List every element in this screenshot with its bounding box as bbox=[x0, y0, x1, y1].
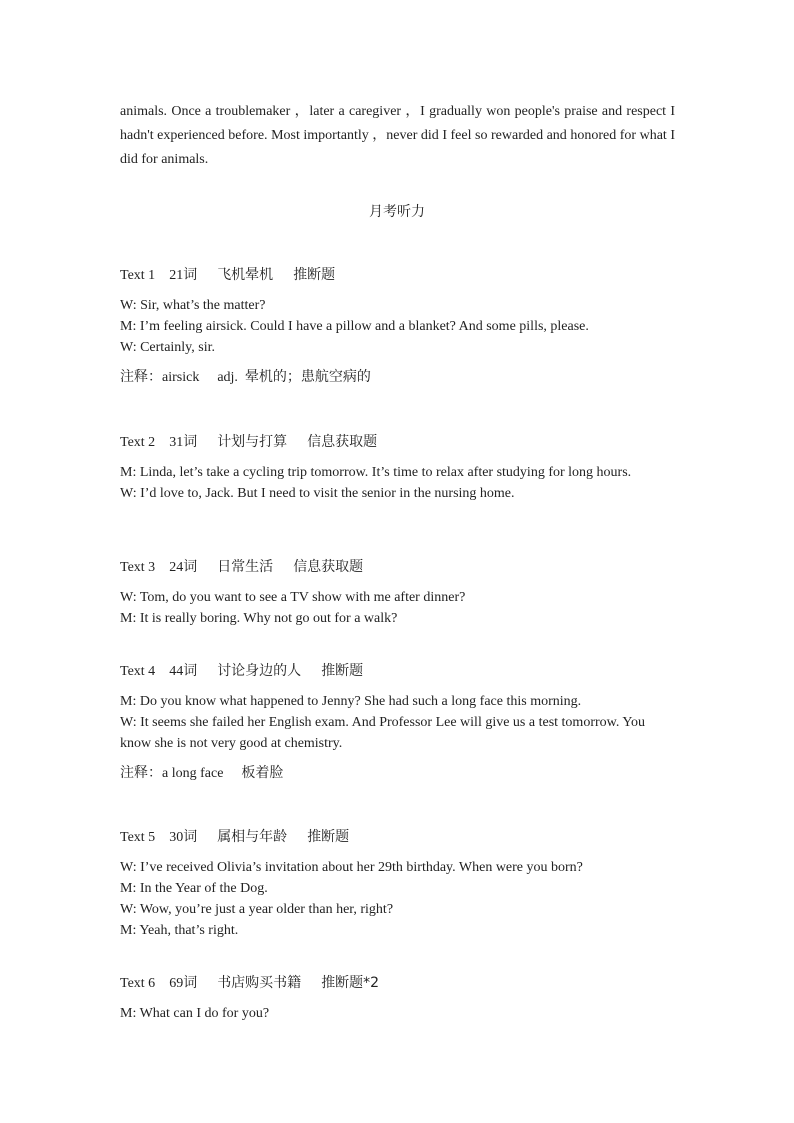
text-heading bbox=[120, 826, 675, 849]
note-prefix: 注释： bbox=[120, 369, 162, 385]
dialogue-line: W: Certainly, sir. bbox=[120, 340, 215, 355]
text-6-section bbox=[120, 972, 675, 1024]
intro-text: animals. Once a troublemaker ，later a caregiver ，I gradually won people's praise and respect I hadn't experienced before. Most importantly ，never did I feel so rewarded and honored for what I did for animals. bbox=[120, 104, 675, 167]
dialogue-line: W: Sir, what’s the matter? bbox=[120, 298, 266, 313]
topic: 讨论身边的人 bbox=[217, 663, 302, 679]
dialogue bbox=[120, 857, 675, 941]
word-count: 30 bbox=[169, 830, 184, 845]
question-type: 推断题*2 bbox=[321, 975, 380, 991]
word-count: 69 bbox=[169, 976, 184, 991]
text-1-section bbox=[120, 264, 675, 389]
dialogue bbox=[120, 462, 675, 504]
dialogue bbox=[120, 587, 675, 629]
question-type: 信息获取题 bbox=[307, 434, 378, 450]
dialogue-line: M: It is really boring. Why not go out for a walk? bbox=[120, 611, 398, 626]
text-heading bbox=[120, 660, 675, 683]
intro-paragraph bbox=[120, 100, 675, 172]
vocab-note bbox=[120, 366, 675, 389]
dialogue-line: M: Linda, let’s take a cycling trip tomorrow. It’s time to relax after studying for long hours. bbox=[120, 465, 632, 480]
question-type: 信息获取题 bbox=[293, 559, 364, 575]
topic: 书店购买书籍 bbox=[217, 975, 302, 991]
dialogue-line: W: It seems she failed her English exam. And Professor Lee will give us a test tomorrow. You know she is not very good at chemistry. bbox=[120, 715, 646, 751]
text-heading bbox=[120, 972, 675, 995]
word-count: 44 bbox=[169, 664, 184, 679]
topic: 属相与年龄 bbox=[217, 829, 288, 845]
dialogue-line: W: Wow, you’re just a year older than her, right? bbox=[120, 902, 394, 917]
dialogue-line: M: Do you know what happened to Jenny? She had such a long face this morning. bbox=[120, 694, 582, 709]
word-unit: 词 bbox=[183, 559, 198, 575]
dialogue-line: W: Tom, do you want to see a TV show with me after dinner? bbox=[120, 590, 466, 605]
dialogue-line: M: What can I do for you? bbox=[120, 1006, 270, 1021]
text-heading bbox=[120, 264, 675, 287]
question-type: 推断题 bbox=[293, 267, 336, 283]
dialogue bbox=[120, 1003, 675, 1024]
note-term: airsick bbox=[162, 370, 200, 385]
word-count: 21 bbox=[169, 268, 184, 283]
text-label: Text 4 bbox=[120, 664, 156, 679]
dialogue-line: W: I’d love to, Jack. But I need to visit the senior in the nursing home. bbox=[120, 486, 515, 501]
note-meaning: 板着脸 bbox=[241, 765, 284, 781]
topic: 飞机晕机 bbox=[217, 267, 274, 283]
question-type: 推断题 bbox=[321, 663, 364, 679]
text-label: Text 6 bbox=[120, 976, 156, 991]
word-count: 24 bbox=[169, 560, 184, 575]
dialogue-line: M: I’m feeling airsick. Could I have a pillow and a blanket? And some pills, please. bbox=[120, 319, 589, 334]
text-label: Text 5 bbox=[120, 830, 156, 845]
note-prefix: 注释： bbox=[120, 765, 162, 781]
word-unit: 词 bbox=[183, 975, 198, 991]
word-unit: 词 bbox=[183, 267, 198, 283]
text-2-section bbox=[120, 431, 675, 504]
vocab-note bbox=[120, 762, 675, 785]
dialogue-line: M: Yeah, that’s right. bbox=[120, 923, 239, 938]
text-heading bbox=[120, 556, 675, 579]
topic: 计划与打算 bbox=[217, 434, 288, 450]
text-label: Text 2 bbox=[120, 435, 156, 450]
note-meaning: 晕机的；患航空病的 bbox=[244, 369, 371, 385]
text-4-section bbox=[120, 660, 675, 785]
note-pos: adj. bbox=[217, 370, 238, 385]
text-3-section bbox=[120, 556, 675, 629]
section-title: 月考听力 bbox=[369, 204, 425, 220]
text-label: Text 1 bbox=[120, 268, 156, 283]
text-heading bbox=[120, 431, 675, 454]
note-term: a long face bbox=[162, 766, 224, 781]
word-unit: 词 bbox=[183, 829, 198, 845]
question-type: 推断题 bbox=[307, 829, 350, 845]
dialogue-line: M: In the Year of the Dog. bbox=[120, 881, 268, 896]
word-unit: 词 bbox=[183, 663, 198, 679]
text-5-section bbox=[120, 826, 675, 941]
text-label: Text 3 bbox=[120, 560, 156, 575]
dialogue bbox=[120, 691, 675, 754]
dialogue-line: W: I’ve received Olivia’s invitation about her 29th birthday. When were you born? bbox=[120, 860, 583, 875]
word-count: 31 bbox=[169, 435, 184, 450]
dialogue bbox=[120, 295, 675, 358]
word-unit: 词 bbox=[183, 434, 198, 450]
topic: 日常生活 bbox=[217, 559, 274, 575]
